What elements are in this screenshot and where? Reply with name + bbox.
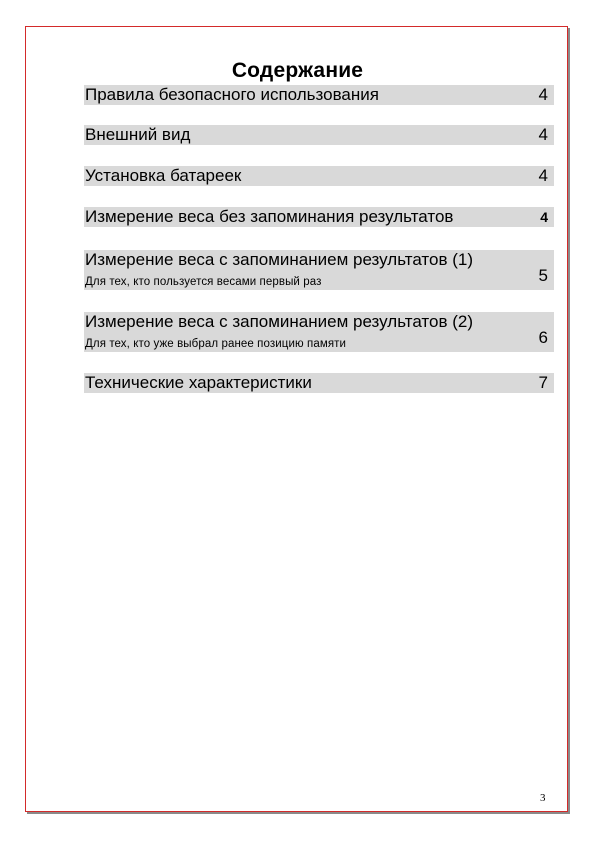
page-number: 3	[540, 792, 546, 804]
toc-entry-page: 7	[538, 373, 548, 392]
toc-entry-batteries[interactable]	[84, 166, 554, 186]
toc-entry-specifications[interactable]	[84, 373, 554, 393]
toc-entry-weigh-memory-1[interactable]	[84, 250, 554, 290]
toc-entry-label: Установка батареек	[85, 166, 242, 185]
toc-entry-sublabel: Для тех, кто пользуется весами первый раз	[85, 276, 322, 288]
toc-entry-page: 6	[538, 328, 548, 347]
toc-entry-page: 4	[540, 209, 548, 225]
toc-entry-appearance[interactable]	[84, 125, 554, 145]
toc-entry-label: Правила безопасного использования	[85, 85, 379, 104]
toc-entry-label: Технические характеристики	[85, 373, 312, 392]
toc-entry-sublabel: Для тех, кто уже выбрал ранее позицию памяти	[85, 338, 347, 350]
toc-entry-page: 4	[538, 125, 548, 144]
toc-entry-label: Измерение веса без запоминания результатов	[85, 207, 454, 226]
toc-entry-weigh-no-memory[interactable]	[84, 207, 554, 227]
toc-entry-page: 5	[538, 266, 548, 285]
page-title: Содержание	[231, 59, 364, 82]
toc-entry-page: 4	[538, 85, 548, 104]
toc-entry-label: Измерение веса с запоминанием результатов (2)	[85, 312, 473, 331]
toc-entry-page: 4	[538, 166, 548, 185]
toc-entry-safety[interactable]	[84, 85, 554, 105]
toc-entry-label: Измерение веса с запоминанием результатов (1)	[85, 250, 473, 269]
toc-entry-weigh-memory-2[interactable]	[84, 312, 554, 352]
toc-entry-label: Внешний вид	[85, 125, 191, 144]
